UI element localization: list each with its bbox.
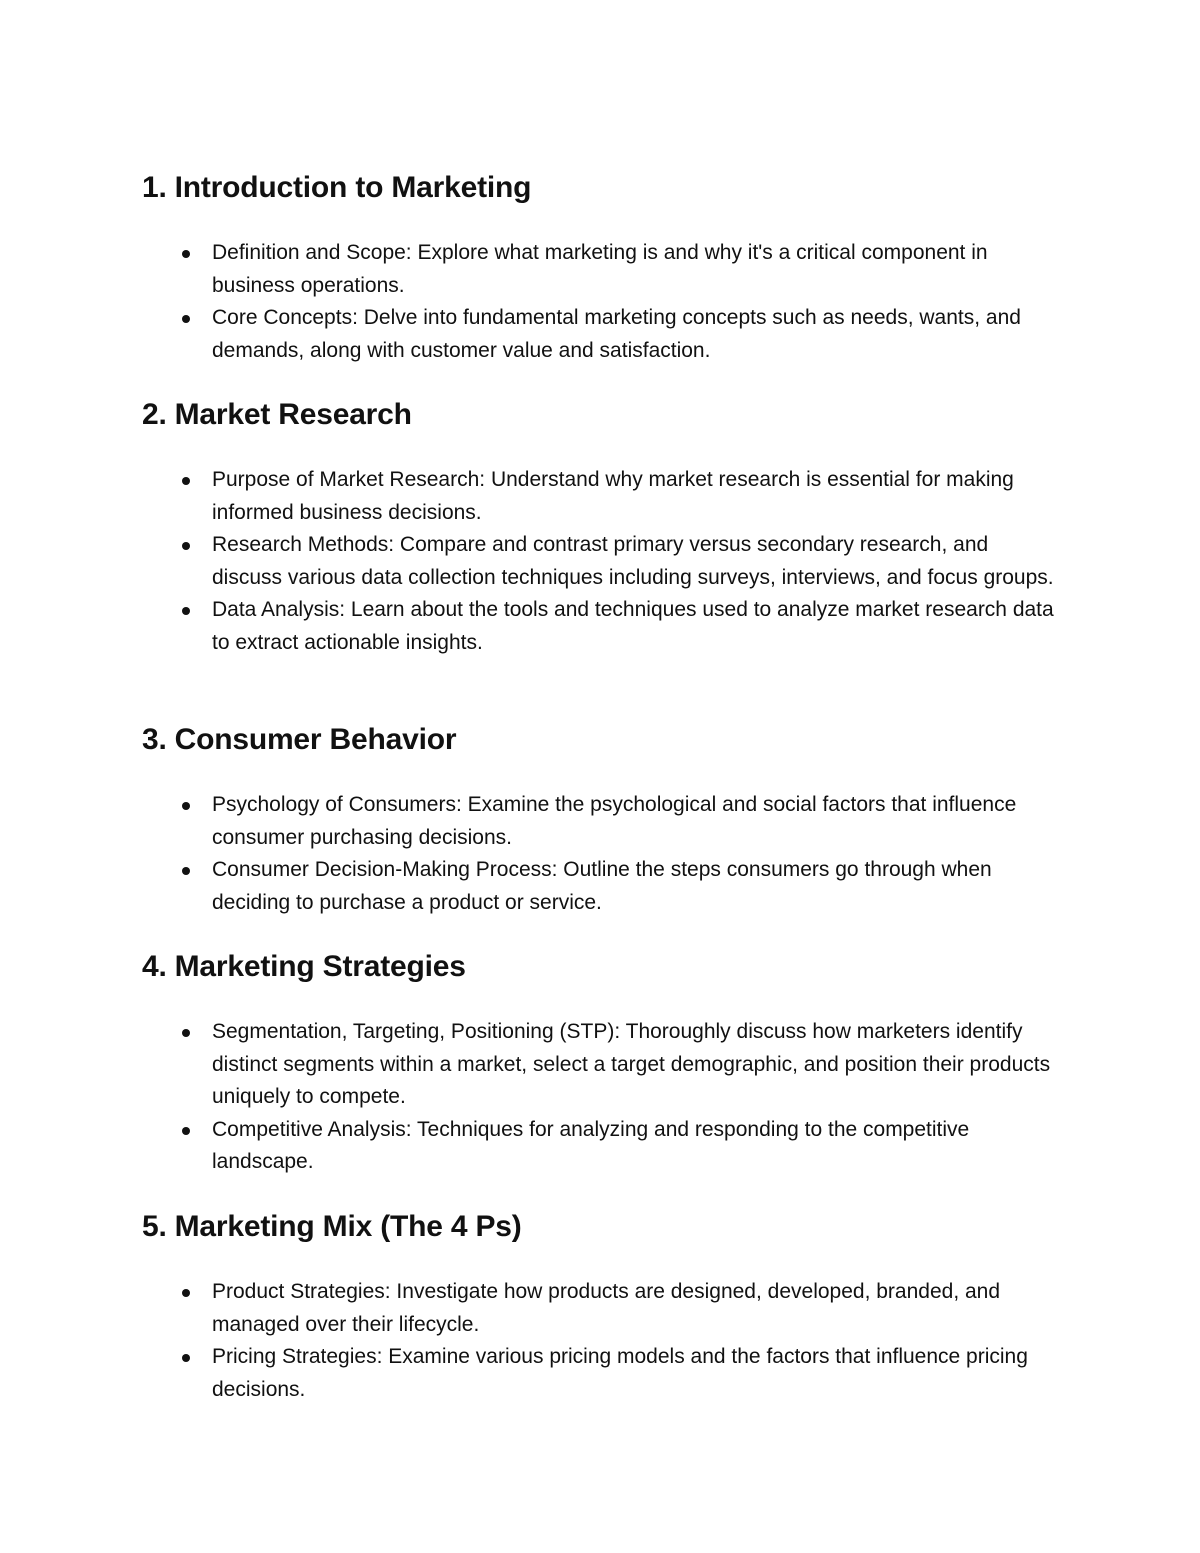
bullet-text: Segmentation, Targeting, Positioning (STP): Thoroughly discuss how marketers identify distinct segments within a market, select a target demographic, and position their products uniquely to compete. [212, 1020, 1051, 1108]
list-item [182, 594, 1062, 659]
section-title: Market Research [174, 398, 412, 431]
list-item [182, 529, 1062, 594]
list-item [182, 302, 1062, 367]
bullet-icon [182, 477, 190, 485]
bullet-icon [182, 542, 190, 550]
section-title: Marketing Mix (The 4 Ps) [174, 1210, 522, 1243]
section-marketing-mix [142, 1209, 1082, 1401]
section-heading [142, 722, 1082, 758]
bullet-text: Core Concepts: Delve into fundamental marketing concepts such as needs, wants, and demands, along with customer value and satisfaction. [212, 306, 1021, 362]
list-item [182, 1341, 1062, 1406]
bullet-text: Data Analysis: Learn about the tools and techniques used to analyze market research data to extract actionable insights. [212, 598, 1054, 654]
bullet-icon [182, 1289, 190, 1297]
section-consumer-behavior [142, 722, 1082, 914]
list-item [182, 854, 1062, 919]
bullet-icon [182, 1127, 190, 1135]
bullet-icon [182, 315, 190, 323]
section-heading [142, 949, 1082, 985]
section-title: Introduction to Marketing [174, 171, 532, 204]
bullet-list [182, 237, 1062, 367]
bullet-icon [182, 867, 190, 875]
list-item [182, 237, 1062, 302]
bullet-text: Psychology of Consumers: Examine the psychological and social factors that influence consumer purchasing decisions. [212, 793, 1017, 849]
bullet-list [182, 1276, 1062, 1406]
section-heading [142, 170, 1082, 206]
list-item [182, 1276, 1062, 1341]
list-item [182, 1016, 1062, 1114]
bullet-list [182, 1016, 1062, 1179]
list-item [182, 464, 1062, 529]
section-number: 3. [142, 723, 167, 756]
bullet-text: Product Strategies: Investigate how products are designed, developed, branded, and managed over their lifecycle. [212, 1280, 1001, 1336]
bullet-icon [182, 1029, 190, 1037]
section-introduction-to-marketing [142, 170, 1082, 362]
bullet-list [182, 789, 1062, 919]
section-number: 1. [142, 171, 167, 204]
section-title: Marketing Strategies [174, 950, 466, 983]
bullet-text: Research Methods: Compare and contrast primary versus secondary research, and discuss various data collection techniques including surveys, interviews, and focus groups. [212, 533, 1054, 589]
bullet-text: Consumer Decision-Making Process: Outline the steps consumers go through when deciding to purchase a product or service. [212, 858, 992, 914]
bullet-text: Definition and Scope: Explore what marketing is and why it's a critical component in business operations. [212, 241, 988, 297]
section-number: 2. [142, 398, 167, 431]
section-marketing-strategies [142, 949, 1082, 1173]
list-item [182, 789, 1062, 854]
bullet-text: Pricing Strategies: Examine various pricing models and the factors that influence pricing decisions. [212, 1345, 1028, 1401]
section-market-research [142, 397, 1082, 654]
bullet-icon [182, 607, 190, 615]
bullet-icon [182, 1354, 190, 1362]
bullet-text: Competitive Analysis: Techniques for analyzing and responding to the competitive landscape. [212, 1117, 970, 1173]
section-title: Consumer Behavior [174, 723, 457, 756]
bullet-list [182, 464, 1062, 659]
section-number: 5. [142, 1210, 167, 1243]
section-number: 4. [142, 950, 167, 983]
section-heading [142, 397, 1082, 433]
bullet-icon [182, 250, 190, 258]
bullet-icon [182, 802, 190, 810]
bullet-text: Purpose of Market Research: Understand why market research is essential for making informed business decisions. [212, 468, 1014, 524]
section-heading [142, 1209, 1082, 1245]
list-item [182, 1114, 1062, 1179]
